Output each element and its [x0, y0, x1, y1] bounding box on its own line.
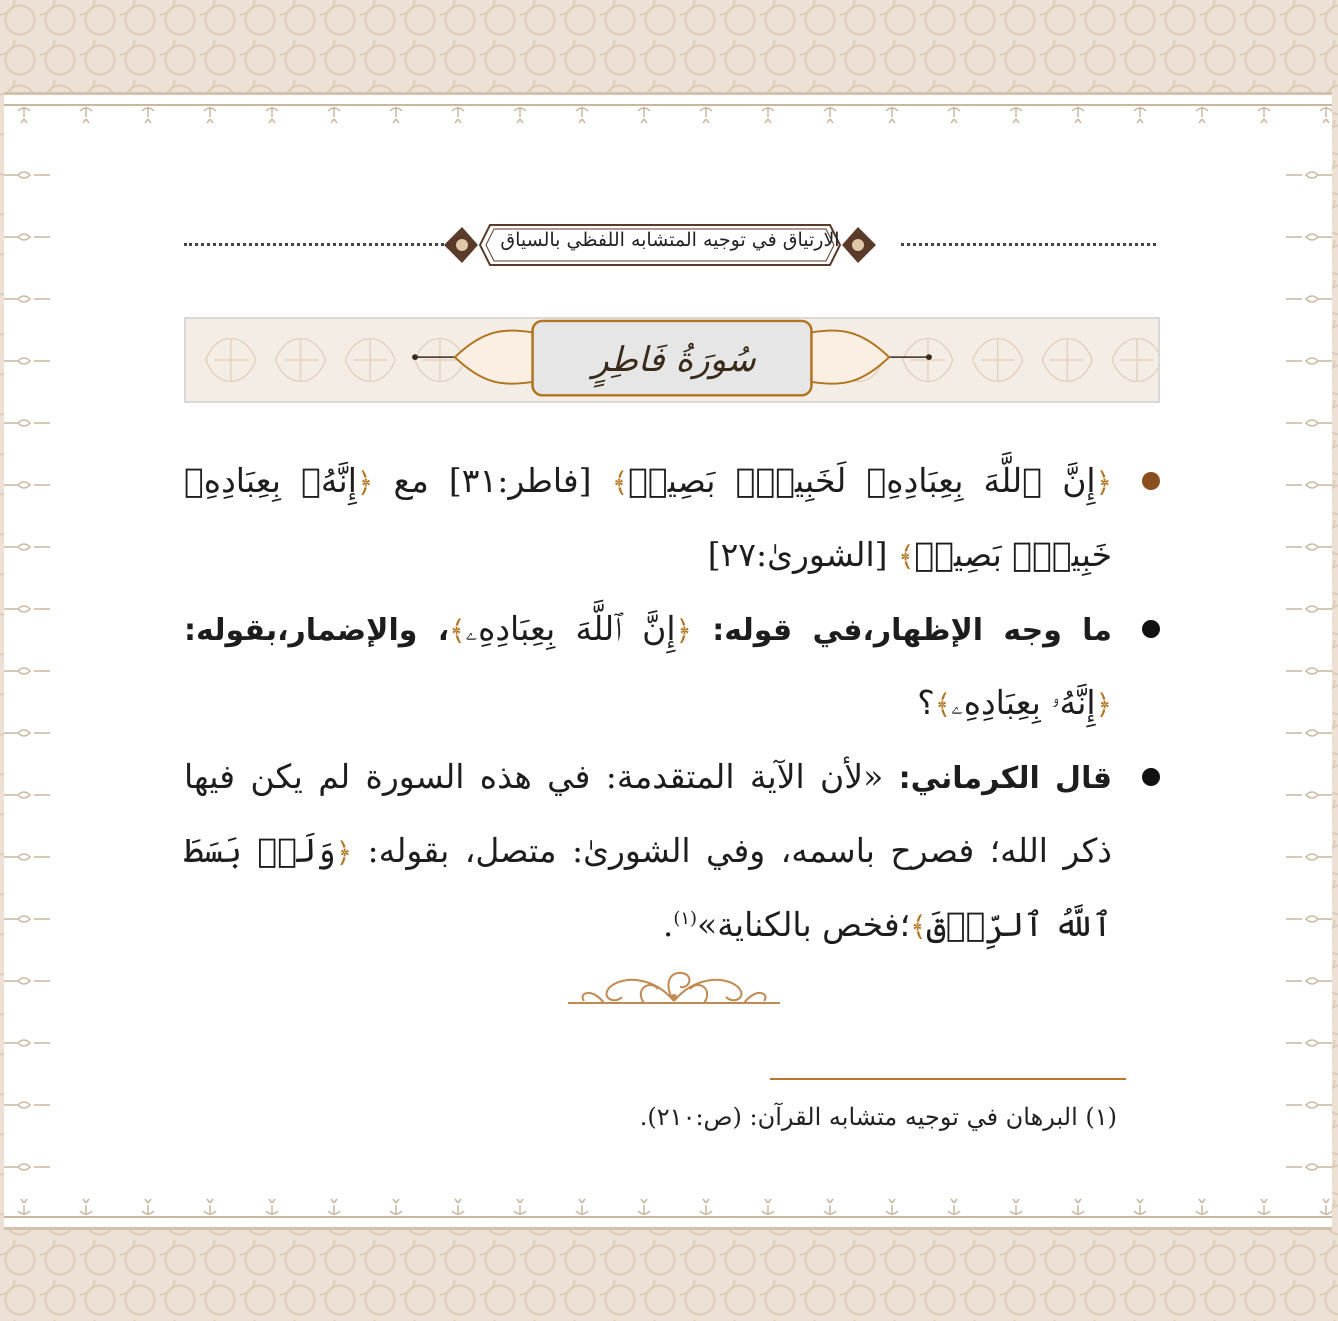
- verse-text: وَلَوۡ بَسَطَ ٱللَّهُ ٱلرِّزۡقَ: [184, 831, 1112, 944]
- footnote-separator: [770, 1078, 1126, 1080]
- header-dotted-rule-left: [184, 243, 444, 246]
- point-2: [184, 593, 1162, 741]
- verse-text: إِنَّهُۥ بِعِبَادِهِۦ خَبِيرُۢ بَصِيرٞ: [184, 461, 1112, 574]
- bottom-border-ornament: [4, 1183, 1332, 1223]
- verse-reference: [الشورىٰ:٢٧]: [707, 535, 888, 574]
- main-content: [184, 445, 1162, 963]
- ornate-bracket-icon: ﴿: [1095, 466, 1113, 499]
- running-header-title: الارتياق في توجيه المتشابه اللفظي بالسياق: [500, 229, 840, 251]
- footnote-marker[interactable]: (١): [673, 908, 698, 929]
- section-divider-ornament: [564, 957, 784, 1017]
- question-lead: ما وجه الإظهار،في قوله:: [712, 613, 1112, 648]
- quote-text-end: ؛فخص بالكناية»: [697, 905, 911, 944]
- ornate-bracket-icon: ﴿: [356, 466, 374, 499]
- bullet-icon: [1142, 620, 1160, 638]
- ornate-bracket-icon: ﴾: [449, 614, 466, 647]
- bullet-icon: [1142, 472, 1160, 490]
- header-dotted-rule-right: [901, 243, 1156, 246]
- question-middle: ، والإضمار،بقوله:: [184, 613, 450, 648]
- ornate-bracket-icon: ﴾: [910, 910, 927, 943]
- verse-text: إِنَّهُۥ بِعِبَادِهِۦ: [951, 683, 1096, 722]
- left-border-ornament: [4, 155, 54, 1175]
- point-3: [184, 741, 1162, 963]
- ornate-bracket-icon: ﴿: [675, 614, 692, 647]
- surah-title: سُورَةُ فَاطِرٍ: [592, 340, 756, 380]
- quote-text: «لأن الآية المتقدمة: في هذه السورة لم يكن فيها ذكر الله؛ فصرح باسمه، وفي الشورىٰ: متصل، بقوله:: [184, 757, 1112, 870]
- footnote-text: (١) البرهان في توجيه متشابه القرآن: (ص:٢١٠).: [639, 1103, 1117, 1131]
- connector-text: مع: [393, 461, 429, 500]
- bullet-icon: [1142, 768, 1160, 786]
- ornate-bracket-icon: ﴿: [1095, 688, 1112, 721]
- verse-text: إِنَّ ٱللَّهَ بِعِبَادِهِۦ: [465, 609, 676, 648]
- point-1: [184, 445, 1162, 593]
- verse-text: إِنَّ ٱللَّهَ بِعِبَادِهِۦ لَخَبِيرُۢ بَصِيرٞ: [628, 461, 1096, 500]
- surah-title-band: [184, 317, 1160, 403]
- quote-author: قال الكرماني:: [898, 761, 1112, 796]
- question-mark: ؟: [917, 683, 935, 722]
- sentence-end: .: [662, 905, 674, 944]
- running-header: [184, 217, 1156, 277]
- right-border-ornament: [1282, 155, 1332, 1175]
- page: [4, 92, 1332, 1230]
- ornate-bracket-icon: ﴾: [611, 466, 629, 499]
- ornate-bracket-icon: ﴾: [898, 540, 915, 573]
- ornate-bracket-icon: ﴿: [335, 836, 353, 869]
- ornate-bracket-icon: ﴾: [934, 688, 952, 721]
- verse-reference: [فاطر:٣١]: [448, 461, 592, 500]
- top-border-ornament: [4, 99, 1332, 139]
